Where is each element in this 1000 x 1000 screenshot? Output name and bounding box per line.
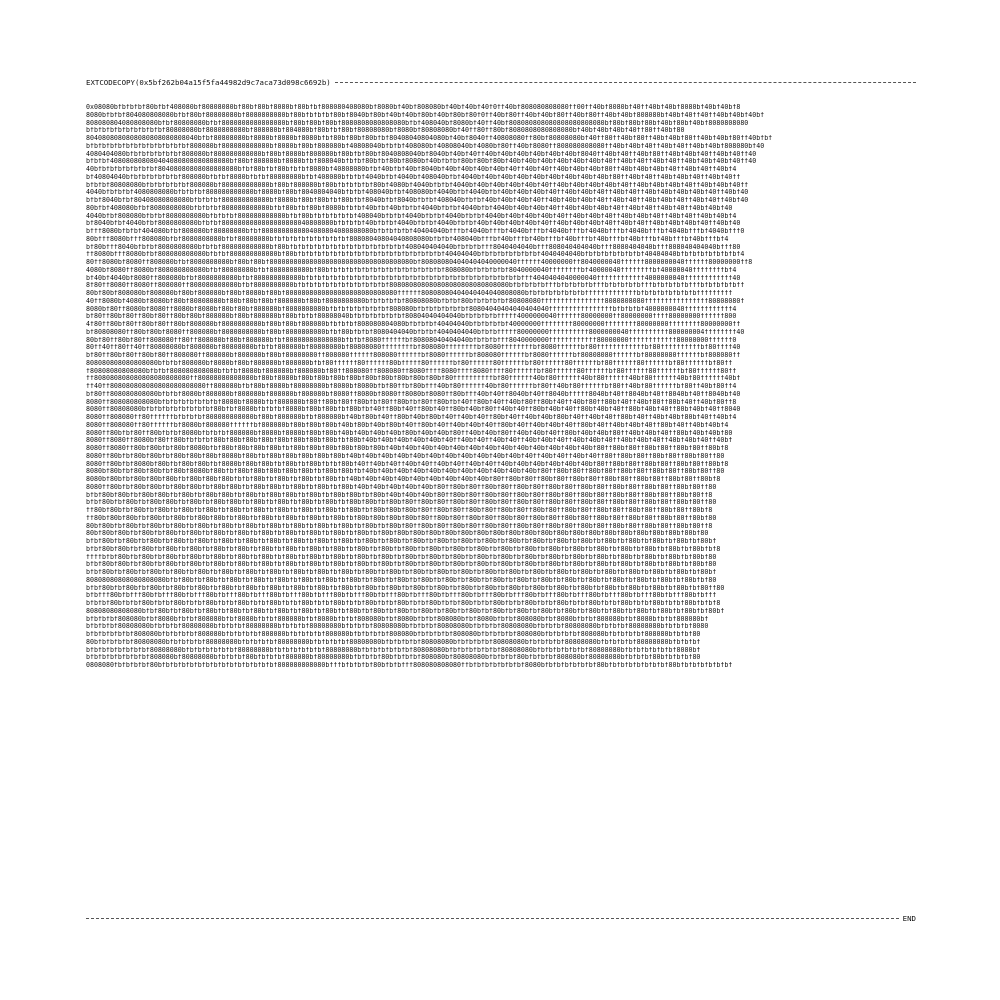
hex-line: bfbf80bf80bfbf80bf80bfbf80bfbf80bf80bfbf80bfbf80bf80bfbf80bfbf80bf80bfbf80bf40bf40bf40bf80ff80bf80ff80bf80ff80bf80ff80bf80ff80bf80ff80bf80ff80bf80ff80bf80ff8 bbox=[86, 491, 713, 499]
hex-line: 0x08080bfbfbfbf80bfbf408080bf80808080bf80bf80bf8080bf80bfbf808080408080bf8080bf40bf808080bf40bf40bf40f0ff40bf808080808080ff00ff40bf8080bf40ff40bf40bf8080bf40bf40bf8 bbox=[86, 104, 741, 111]
hex-line: ff80bf80bf80bfbf80bfbf80bfbf80bf80bfbf80bfbf80bfbf80bfbf80bfbf80bfbf80bf80bf80bf80bf80ff80bf80ff80bf80ff80bf80ff80bf80ff80bf80ff80bf80ff80bf80ff80bf80ff80bf80 bbox=[86, 514, 717, 522]
hex-line: 808080804080808080bfbf80808080bfbf8080808080808080bf80bf80bf80bf8080808080808080bfbf408040bf8080bf40ff40bf808080808080808080808080bf80bf80bf80bf40bf80bf40bf8080808080 bbox=[86, 119, 749, 127]
hex-line: 8080bfbfbf804080808080bfbf80bf80808080bf8080808080bf80bfbfbfbf80bf8040bf80bf40bf40bf80bf40bf80bf80f0ff40bf80ff40bf40bf80ff40bf80ff40bf40bf808080bf40bf40ff40ff40bf40bf40bf bbox=[86, 111, 765, 119]
hex-line: 80bfff8080bfff808080bfbf8080808080bfbf80808080bfbfbfbfbfbfbfbfbfbf80808040804040808080bfbfbf408040bfffbf40bfffbf40bfffbf40bfffbf40bfffbf40bfffbf40bfffbf40bfffbf4 bbox=[86, 235, 729, 243]
hex-line: 40ff8080bf4080bf8080bf80bf80808080bf80bf80bf80bf808080bf80bf8080808080bfbfbfbfbf80808080bfbfbf80bfbfbfbfbf80808080ffffffffffffffff8080808080ffffffffffffffff80808080f bbox=[86, 297, 745, 305]
hex-line: 80bfbfbfbfbf80808080bfbfbfbfbf80808080bfbfbfbfbf80808080bfbfbfbfbf80808080bfbfbfbfbf80808080bfbfbfbfbf80808080bfbfbfbfbf80808080bfbfbfbfbf80808080bfbfbfbf bbox=[86, 638, 701, 646]
hex-line: bfbfbfbfbfbfbfbf80808080bfbfbfbfbfbfbf80808080bfbfbfbfbfbfbf80808080bfbfbfbfbfbfbf80808080bfbfbfbfbfbfbf80808080bfbfbfbfbfbfbf80808080bfbfbfbfbfbfbf8080bf bbox=[86, 646, 701, 654]
footer-dashed-rule bbox=[86, 918, 899, 919]
hex-line: 4040bfbfbfbf4080808080bfbfbfbf808080808080bf8080bf80bf8040804040bfbfbf408040bfbf408080bf4040bfbf4040bfbf40bf40bf40bf40ff40bf40bf40ff40bf40ff40bf40bf40bf40bf40ff40bf40 bbox=[86, 189, 749, 197]
hex-line: 8f80ff8080ff8080ff808080ff808080808080bfbf8080808080bfbfbfbfbfbfbfbfbfbfbfbf808080808080808080808080808080bfbfbfbfbfffbfbfbfbfbfffbfbfbfbfbfffbfbfbfbfbfffbfbfbfbfbff bbox=[86, 282, 745, 290]
hex-line: bfbf80bfbf80bfbf80bf80bfbf80bfbf80bf80bfbf80bfbf80bfbf80bfbf80bfbf80bf80bfbf80bf80ff80bf80ff80bf80ff80bf80ff80bf80ff80bf80ff80bf80ff80bf80ff80bf80ff80bf80ff80 bbox=[86, 499, 717, 507]
hex-line: 8080ff8080ff80bf80bfbf80bf8080bfbf80bf80bf80bf80bfbf80bf80bf80bf80bf80bf80bf40bf40bf40bf40bf40bf40bf40bf40bf40bf40bf40bf40bf40bf80ff80bf80ff80bf80ff80bf80ff80bf8 bbox=[86, 445, 729, 452]
hex-line: 8080bf80bfbf80bf80bfbf80bf8080bf80bfbf80bf80bf80bf80bf80bfbf80bf80bfbf40bf40bf40bf40bf40bf40bf40bf40bf40bf40bf40bf80ff80bf80ff80bf80ff80bf80ff80bf80ff80bf80ff80 bbox=[86, 468, 725, 476]
hex-line: bfff8080bfbfbf404080bfbf808080bf80808080bfbf8080808080804080804080808080bfbfbfbfbf40404040bfffbf4040bfffbf4040bfffbf4040bfffbf4040bfffbf4040bfffbf4040bfffbf4040bfff0 bbox=[86, 228, 745, 235]
hex-line: 8080ff80bfbf80ff80bfbfbf8080bfbfbfbf808080bf8080bf8080bf80bf80bf40bf40bf40bf40bf80bf40bf40bf80ff40bf40bf80ff40bf40bf40ff80bf40bf40bf80ff40bf40bf40ff80bf40bf40bf80 bbox=[86, 429, 733, 437]
hex-line: bf80ff80bf80ff80bf80ff808080ff808080bf808080bf80bf80808080ff808080ffffff808080ffffffbf8080ffffffbf808080ffffffbf8080ffffffbf80808080ffffffbf80808080ffffffbf808080ff bbox=[86, 352, 741, 359]
hex-line: 8040808080808080808080808040bfbf80808080bf8080bf8080bf8080bfbf80bf80bf80bfbf80408040804080bf40bf8040ff40808080ff80bf80808080bf40ff80ff40bf80ff40bf40bf80ff40bf40bf80ff40bfbf bbox=[86, 135, 773, 142]
hex-line: 80bf80bf808080bf808080bf80bf808080bf80bf8080bf80bf8080808080808080808080808080ffffff80808080404040404040808080bfbfbfbfbfbfbfbfffffffffffffbfbfbfbfbfbfbfbfffffffff bbox=[86, 290, 733, 297]
hex-line: ff40ff808080808080808080808080ff808080bfbf80bf8080bf80808080bf8080bf8080bfbf80ffbf80bfff40bf80ffffff40bf80ffffffbf80ff40bf80ffffffbf80ff40bf80ffffffbf80ff40bf80ff4 bbox=[86, 383, 737, 390]
hex-line: bfbf80bfbf80bfbf80bfbf80bfbf80bfbf80bfbf80bfbf80bfbf80bfbf80bfbf80bfbf80bfbf80bfbf80bfbf80bfbf80bfbf80bfbf80bfbf80bfbf80bfbf80bfbf80bfbf80bfbf80bfbf80bfbf80ff80 bbox=[86, 584, 725, 592]
hex-line: 80808080808080bfbf80bfbf80bfbf80bfbf80bfbf80bfbf80bfbf80bfbf80bfbf80bfbf80bfbf80bfbf80bfbf80bfbf80bfbf80bfbf80bfbf80bfbf80bfbf80bfbf80bfbf80bfbf80bfbf80bfbf80bf bbox=[86, 607, 725, 615]
hex-line: ffffbfbf80bfbf80bfbf80bfbf80bfbf80bfbf80bfbf80bfbf80bfbf80bfbf80bfbf80bfbf80bfbf80bfbf80bfbf80bfbf80bfbf80bfbf80bfbf80bfbf80bfbf80bfbf80bfbf80bfbf80bfbf80bf80 bbox=[86, 553, 717, 561]
hex-line: 4f80ff80bf80ff80bf80ff80bf808080bf8080808080bf80bf80bf808080bfbfbfbf808080804080bfbfbfbf40404040bfbfbfbfbf40000000ffffffff80000000ffffffff80000000ffffffff80000000ff bbox=[86, 321, 741, 328]
hex-line: 40bfbfbfbfbfbfbfbf80408080808080808080bfbf80bfbf80bfbfbf8080bf40808080bfbf40bfbf40bf8040bf40bf40bf40bf40bf40ff40bf40ff40bf40bf40bf80ff40bf40bf40bf40ff40bf40ff40bf4 bbox=[86, 166, 737, 173]
hex-line: 80bf80ff80bf80ff808080ff80ff808080bf80bf808080bfbf80808080808080bfbfbf8080ffffffbf80808040404040bfbfbfbfff8040000000ffffffffffff80000000ffffffffffff80000000ffffff0 bbox=[86, 336, 737, 344]
hex-line: 4080bf8080ff8080bf808080808080bfbf80808080bfbf8080808080bf80bfbfbfbfbfbfbfbfbfbfbfbfbfbfbf808080bfbfbfbfbf8040000040ffffffffbf40000040ffffffffbf40000040ffffffffbf4 bbox=[86, 266, 737, 274]
hex-line: bfbfbfbf808080bfbf8080bfbfbf808080bfbf8080bfbfbf808080bfbf8080bfbfbf808080bfbf8080bfbfbf808080bfbf8080bfbfbf808080bfbf8080bfbfbf808080bfbf8080bfbfbf808080bf bbox=[86, 615, 709, 623]
hex-line: 80808080808080808080bfbf80bfbf80bfbf80bfbf80bfbf80bfbf80bfbf80bfbf80bfbf80bfbf80bfbf80bfbf80bfbf80bfbf80bfbf80bfbf80bfbf80bfbf80bfbf80bfbf80bfbf80bfbf80bfbf80 bbox=[86, 576, 717, 584]
hex-line: bfbf80bfbf80bfbf80bfbf80bfbf80bfbf80bfbf80bfbf80bfbf80bfbf80bfbf80bfbf80bfbf80bfbf80bfbf80bfbf80bfbf80bfbf80bfbf80bfbf80bfbf80bfbf80bfbf80bfbf80bfbf80bfbf80bf bbox=[86, 538, 717, 545]
hex-line: 8080bf80ff8080bf8080ff8080bf8080bf80bf80bf808080bf8080808080bfbfbfbfbfbfbfbf808080bfbfbfbfbfbfbf80804040404040404040ffffffffffffffffbfbfbfbf4000000040ffffffffffff4 bbox=[86, 305, 737, 313]
hex-line: bfbfbfbfbfbf808080bfbfbfbfbf808080bfbfbfbfbf808080bfbfbfbfbf808080bfbfbfbfbf808080bfbfbfbfbf808080bfbfbfbfbf808080bfbfbfbfbf808080bfbfbfbfbf808080bfbfbf80 bbox=[86, 631, 701, 638]
hex-line: bf40804040bfbfbfbfbfbfbf808080bfbfbf8080bfbfbf80808080bfbf408080bfbfbf4040bfbf4040bf408040bfbf4040bf40bf40bf40bf40bf40bf40bf40bf40bf80ff40bf40ff40bf40bf40ff40bf40ff bbox=[86, 173, 741, 181]
hex-line: bf80ff808080808080bfbfbf8080bf808080bf808080bf808080bf808080bf8080ff8080bf8080ff8080bf8080ff80bfff40bf40ff8040bf40ff8040bfffff8040bf40ff8040bf40ff8040bf40ff8040bf40 bbox=[86, 390, 741, 398]
hex-line: bf8040bfbf4040bfbf8080808080bfbfbf8080808080808080808040808080bfbfbfbf40bfbfbf4040bfbfbf4040bfbfbf40bf40bf40bf40bf40ff40bf40bf40bf40ff40bf40ff40bf40bf40bf40ff40bf40 bbox=[86, 220, 741, 228]
footer-line bbox=[86, 912, 916, 924]
hex-line: bfbf80bf80bfbf80bfbf80bfbf80bfbf80bfbf80bfbf80bfbf80bfbf80bfbf80bfbf80bfbf80bfbf80bfbf80bfbf80bfbf80bfbf80bfbf80bfbf80bfbf80bfbf80bfbf80bfbf80bfbf80bfbf80bf80 bbox=[86, 561, 717, 569]
hex-line: 8080ff808080808080bfbfbfbfbfbfbfbf8080bf8080bfbf808080bf80ff80bf80ff80bfbf80ff80bfbf80ff80bfbf40ff80bf40ff40bf80ff80bf40ff40bf80ff80bf40ff40bf80ff80bf40ff40bf80ff8 bbox=[86, 398, 737, 406]
hex-line: bf80808080ff80bf80bf8080ff808080bf8080808080bf80bf8080808080bfbf80bfbfbf8080404040bfbfbf4040404040bfbfbfffff80000000ffffffffff8000000040ffffffffff800000004ffffffff40 bbox=[86, 328, 745, 336]
hex-line: 4040bfbf808080bfbfbf8080808080bfbfbfbf808080808080bfbf80bfbfbfbfbfbf408040bfbfbf4040bfbfbf4040bfbfbf4040bf40bf40bf40bf40ff40bf40bf40ff40bf40bf40ff40bf40ff40bf40bf4 bbox=[86, 212, 737, 220]
hex-line: bfbfbfbfbfbfbfbf808080bf80808080bfbfbfbf80bfbfbfbf808080bf80808080bfbfbfbf80bfbfbfbf808080bf80808080bfbfbfbf80bfbfbfbf808080bf80808080bfbfbfbf80bfbfbfbf80 bbox=[86, 654, 701, 662]
hex-line: 80bf80bf80bfbf80bfbf80bfbf80bfbf80bfbf80bfbf80bfbf80bfbf80bfbf80bfbf80bfbf80bf80bf80bf80bf80bf80bf80bf80bf80bf80bf80bf80bf80bf80bf80bf80bf80bf80bf80bf80bf80 bbox=[86, 530, 709, 538]
hex-line: 8080ff80bfbf8080bf80bfbf80bf80bfbf8080bf80bf80bfbf80bfbf80bfbfbf80bf40ff40bf40ff40bf40ff40bf40ff40bf40ff40bf40bf40bf40bf40bf40bf80ff80bf80ff80bf80ff80bf80ff80bf8 bbox=[86, 460, 729, 468]
hex-line: bfbf80bfbf80bfbf80bfbf80bfbf80bfbf80bfbf80bfbf80bfbf80bfbf80bfbf80bfbf80bfbf80bfbf80bfbf80bfbf80bfbf80bfbf80bfbf80bfbf80bfbf80bfbf80bfbf80bfbf80bfbf80bfbf80bf bbox=[86, 569, 717, 576]
bytecode-hex-dump bbox=[86, 104, 916, 894]
hex-line: bf80bfff8040bfbfbf8080808080bfbfbf808080808080bf80bfbfbfbfbfbfbfbfbfbfbfbfbfbfbf408040404040bfbfbfbfff8040404040bfff808040404040bfff8080404040bfff808040404040bfff80 bbox=[86, 243, 741, 251]
hex-line: bf40bf4040bf8080ff808080bfbf8080808080bfbf808080808080bfbfbfbfbfbfbfbfbfbfbfbfbfbfbfbfbfbfbfbfbfbfbfbfbfbfbfbfff4040404040000040ffffffffffff4000000040ffffffffffff40 bbox=[86, 274, 741, 282]
hex-line: 0808080fbfbfbfbf80bfbfbfbfbfbfbfbfbfbfbfbfbfbfbf808080808080bfffbfbfbfbf80bfbfbfff808080808080ffbfbfbfbfbfbfbf8080bfbfbfbfbfbfbf80bfbfbfbfbfbfbfbf80bfbfbfbfbfbfbf bbox=[86, 662, 733, 669]
hex-line: bfbfff80bfbfff80bfbfff80bfbfff80bfbfff80bfbfff80bfbfff80bfbfff80bfbfff80bfbfff80bfbfff80bfbfff80bfbfff80bfbfff80bfbfff80bfbfff80bfbfff80bfbfff80bfbfff80bfbfff bbox=[86, 592, 717, 600]
extcodecopy-label: EXTCODECOPY(0x5bf262b04a15f5fa44982d9c7aca73d098c6692b) bbox=[86, 77, 331, 87]
hex-line: 808080808080808080bfbfbf808080bf8080bf80bf808080bf808080bfbf80ffffff80ffffff80bfffff80ffffffbf80ffffff80ffffffbf80ffffff80ffffffbf80ffffff80ffffffbf80ffffffbf80ff bbox=[86, 359, 733, 367]
hex-line: 8080ff808080ff80ffffffbfbfbfbf808080808080bf80bf808080bfbf808080bf40bf80bf40ff80bf40bf80bf40ff40bf40ff80bf40ff40bf40bf80bf40ff40bf40ff80bf40ff40bf40bf80bf40ff40bf4 bbox=[86, 414, 737, 421]
hex-line: bfbfbfbfbfbfbfbfbfbfbfbfbf808080bf808080808080bf8080bf80bf808080bf40808040bfbfbf408080bf40808040bf4080bf80ff40bf8080ff808080808080ff40bf40bf40ff40bf40ff40bf40bf808080bf40 bbox=[86, 142, 765, 150]
hex-line: ff80bf80bfbf80bfbf80bfbf80bfbf80bfbf80bfbf80bfbf80bfbf80bfbf80bfbf80bfbf80bf80bf80bf80ff80bf80ff80bf80ff80bf80ff80bf80ff80bf80ff80bf80ff80bf80ff80bf80ff80bf8 bbox=[86, 507, 713, 514]
hex-line: 80ff8080bf8080ff808080bfbf8080808080bf80bf80bf808080808080808080808080808080808080bf808080804040404040000040ffffff40000000ff8040000040ffffff8000000040ffffff80000000ff8 bbox=[86, 259, 753, 266]
hex-line: 8080ff808080ff80ffffffbf8080bf808080ffffffbf808080bf80bf80bf80bf40bf80bf40bf80bf40ff80bf40ff40bf40bf40ff80bf40ff40bf40bf40ff80bf40ff40bf40bf40ff80bf40ff40bf40bf4 bbox=[86, 421, 729, 429]
hex-line: ff808080808080808080808080ff80808080808080bf80bf8080bf80bf80bf80bf80bf80bf80bf80bf80bf80bf80ffffffffffbf80ffffff40bf80ffffff40bf80ffffff40bf80ffffff40bf80ffffff40bf bbox=[86, 375, 741, 383]
hex-line: 8080ff80808080bfbfbfbfbfbfbfbfbf80bfbf8080bfbfbfbf8080bf80bf80bfbf80bfbf40ff80bf40ff80bf40ff80bf40bf80ff40bf40ff80bf40bf40ff80bf40bf40ff80bf40bf40ff80bf40bf40ff8040 bbox=[86, 406, 741, 414]
hex-line: bfbf80bf80bfbf80bfbf80bfbf80bfbf80bfbf80bfbf80bfbf80bfbf80bfbf80bfbf80bfbf80bfbf80bfbf80bfbf80bfbf80bfbf80bfbf80bfbf80bfbf80bfbf80bfbf80bfbf80bfbf80bfbf80bfbf8 bbox=[86, 545, 721, 553]
header-line bbox=[86, 76, 916, 88]
hex-line: ff8080bfff8080bfbf808080808080bfbfbf808080808080bf80bfbfbfbfbfbfbfbfbfbfbfbfbfbfbfbfbfbfbf40404040bfbfbfbfbfbfbfbf4040404040bfbfbfbfbfbfbfbf40404040bfbfbfbfbfbfbfbf4 bbox=[86, 251, 745, 259]
hex-line: bfbfbfbf80808080bfbfbfbf80808080bfbfbfbf80808080bfbfbfbf80808080bfbfbfbf80808080bfbfbfbf80808080bfbfbfbf80808080bfbfbfbf80808080bfbfbfbf80808080bfbfbfbf8080 bbox=[86, 623, 709, 631]
hex-line: 4080404080bfbfbfbfbfbfbf808080bf808080808080bf80bf8080bf808080bf80bfbf80bf8040808040bf8040bf40bf40ff40bf40bf40bf40bf40bf40bf8040ff40bf40ff40bf80ff40bf40bf40ff40bf40ff40 bbox=[86, 150, 757, 158]
hex-line: bf80ff80bf80ff80bf80ff80bf80bf808080bf80bf808080bf80bfbfbf80808040bfbfbfbfbfbfbf80804040404040bfbfbfbfbfffff4000000040ffffff80000000ff80000000ffff80000000ffffff800 bbox=[86, 313, 737, 321]
hex-line: 8080ff8080ff8080bf80ff80bfbfbfbf80bf80bf80bf80bf80bf80bf80bf80bfbf80bf40bf40bf40bf40bf40bf40ff40bf40ff40bf40ff40bf40bf40ff40bf40bf40ff40bf40bf40ff40bf40bf40ff40bf bbox=[86, 437, 733, 445]
hex-line: f80808080808080bfbfbf808080808080bfbfbf8080bf808080bf808080bf80ff808080ff808080ff8080ffff8080ffff8080ffff80ffffffbf80ffffff80ffffffbf80ffffff80ffffffbf80ffffff80ff bbox=[86, 367, 737, 375]
hex-line: bfbf8040bfbf80408080808080bfbfbfbf808080808080bf8080bf80bf80bfbf80bfbf8040bfbf8040bfbfbf408040bfbfbf40bf40bf40bf40ff40bf40bf40bf40ff40bf40ff40bf40bf40ff40bf40ff40bf40 bbox=[86, 197, 749, 204]
hex-line: bfbfbf80808080bfbfbfbfbfbf808080bf808080808080bf80bf808080bf80bfbfbfbfbf80bf4080bf4040bfbfbf4040bf40bf40bf40bf40bf40ff40bf40bf40bf40bf40ff40bf40bf40bf40ff40bf40bf40ff bbox=[86, 181, 749, 189]
hex-line: 8080bf80bfbf80bf80bf80bfbf80bf80bf80bfbfbf80bfbf80bfbf80bfbf80bfbf40bf40bf40bf40bf40bf40bf40bf40bf40bf80ff80bf80ff80bf80ff80bf80ff80bf80ff80bf80ff80bf80ff80bf8 bbox=[86, 476, 721, 483]
hex-line: bfbfbfbfbfbfbfbfbfbf80808080bf8080808080bf808080bf804080bf80bfbf80bf80808080bf8080bf80808080bf40ff80ff80bf8080808080808080bf40bf40bf40bf40ff80ff40bf80 bbox=[86, 127, 685, 135]
hex-line: 8080ff80bfbf80bf80bfbf80bf80bfbf80bf80bfbf80bf80bfbf80bfbf80bfbf80bf40bf40bf40bf40bf40bf80ff80bf80ff80bf80ff80bf80ff80bf80ff80bf80ff80bf80ff80bf80ff80bf80ff80 bbox=[86, 483, 717, 491]
hex-line: 80bfbf408080bfbf8080808080bfbfbfbf808080808080bfbf80bfbf80bf8080bfbfbf40bfbf40bfbfbf4040bfbfbf4040bfbf4040bf40bf40bf40ff40bf40bf40bf40ff40bf40ff40bf40ff40bf40bf40 bbox=[86, 204, 733, 212]
hex-line: 80ff40ff80ff40ff80808080bf808080bf80808080bfbfbf808080bf80808080bf80808080ffffffffbf808080ffffffffbf8080ffffffffbf8080ffffffbf80ffffffffffffbf80ffffffffffbf80ffff40 bbox=[86, 344, 741, 352]
hex-line: 80bf80bfbf80bfbf80bfbf80bfbf80bfbf80bfbf80bfbf80bfbf80bfbf80bfbf80bfbf80bfbf80bf80ff80bf80ff80bf80ff80bf80ff80bf80ff80bf80ff80bf80ff80bf80ff80bf80ff80bf80ff8 bbox=[86, 522, 713, 530]
header-dashed-rule bbox=[335, 82, 916, 83]
hex-line: 8080ff80bfbf80bf80bfbf80bf80bf80bf8080bf80bfbf80bf80bf80bf80bf80bf40bf40bf40bf40bf40bf40bf40bf40bf40bf40bf40bf40ff40bf40ff40bf40ff80ff80bf80ff80bf80ff80bf80ff80 bbox=[86, 452, 725, 460]
end-label: END bbox=[902, 913, 916, 923]
hex-line: bfbfbf408080808080404080808080808080bf80bf808080bf8080bfbf808040bfbfbf80bfbf80bf8080bf40bfbfbf80bf80bf80bf40bf40bf40bf40bf40bf40bf40ff40bf40ff40bf40ff40bf40bf40bf40ff40 bbox=[86, 158, 757, 166]
hex-line: bfbfbf80bfbfbf80bfbfbf80bfbfbf80bfbfbf80bfbfbf80bfbfbf80bfbfbf80bfbfbf80bfbfbf80bfbfbf80bfbfbf80bfbfbf80bfbfbf80bfbfbf80bfbfbf80bfbfbf80bfbfbf80bfbfbf80bfbfbf8 bbox=[86, 600, 721, 607]
